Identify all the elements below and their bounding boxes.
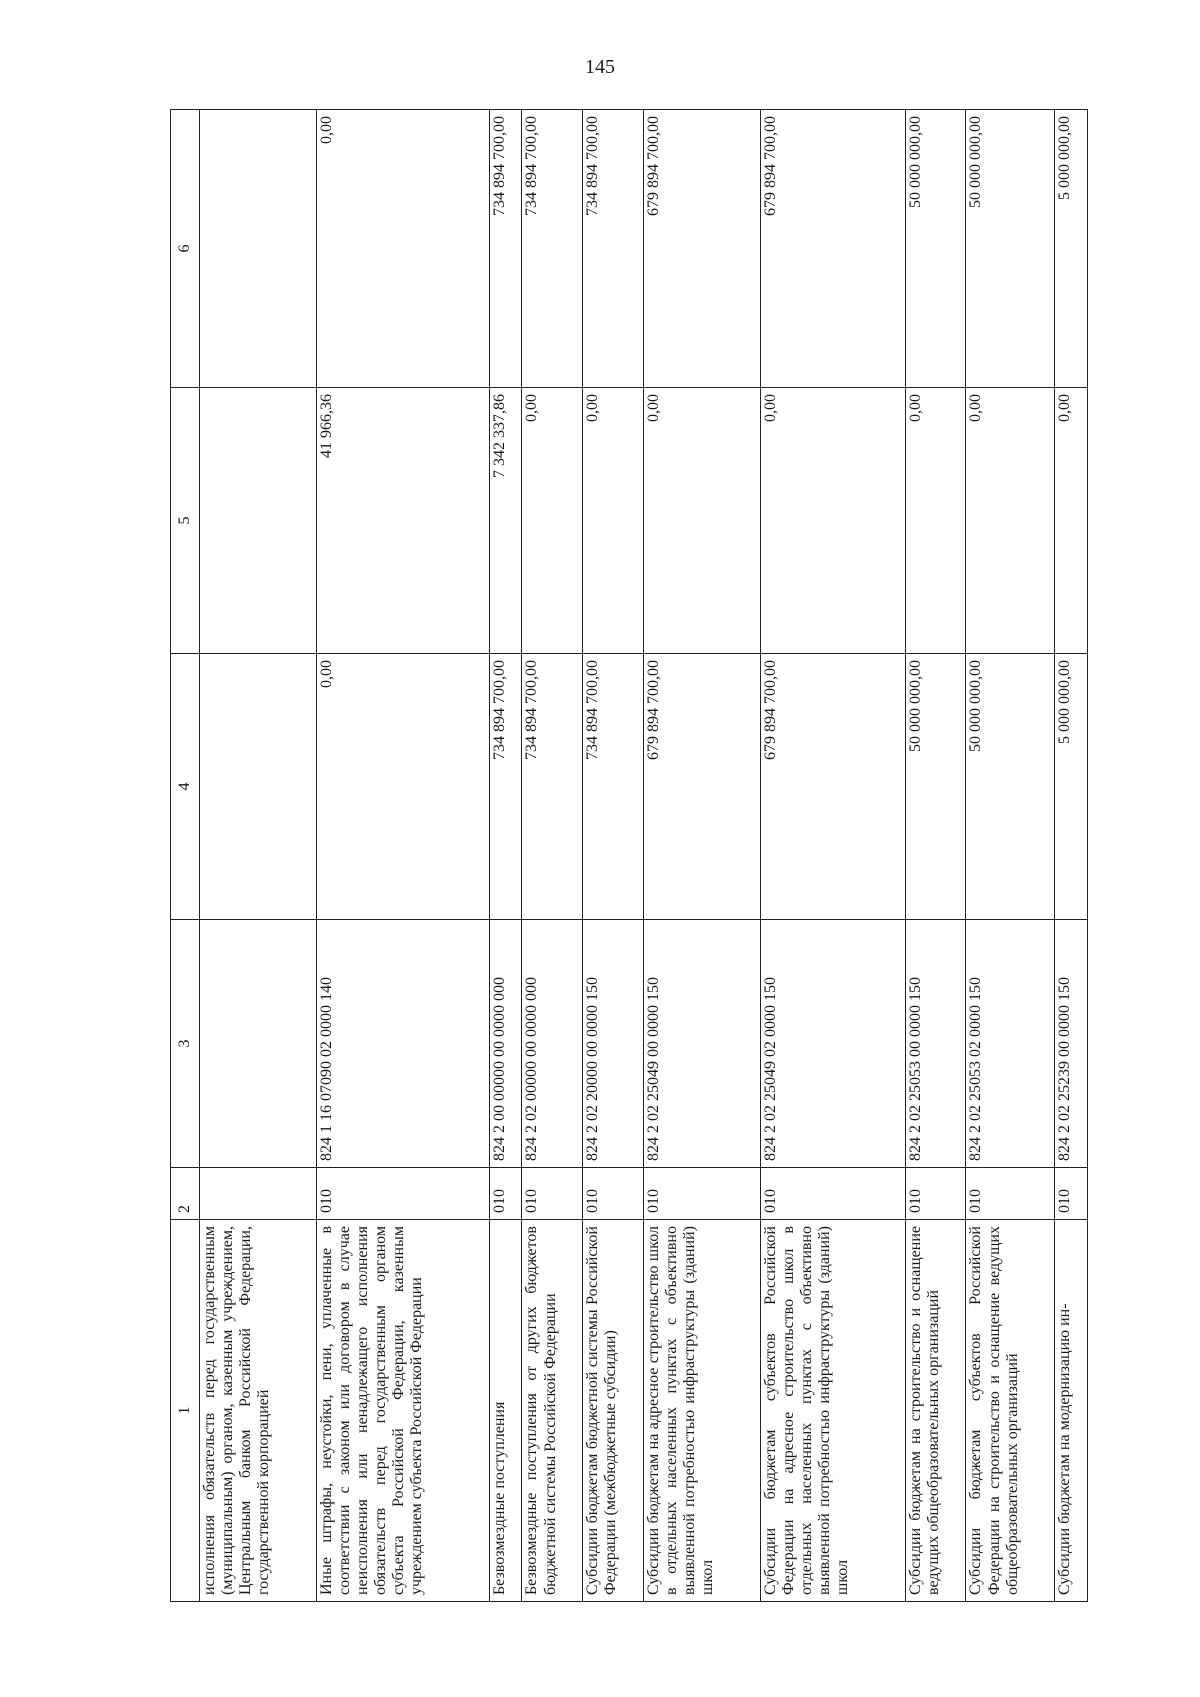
table-row [583, 110, 644, 1602]
column-header-3: 3 [171, 920, 200, 1168]
row-col4: 679 894 700,00 [643, 654, 760, 920]
column-header-1: 1 [171, 1220, 200, 1602]
column-header-5: 5 [171, 388, 200, 654]
row-col4: 50 000 000,00 [966, 654, 1055, 920]
rotated-table-wrapper [170, 110, 1088, 1602]
row-kbk: 824 2 02 00000 00 0000 000 [522, 920, 583, 1168]
table-row [643, 110, 760, 1602]
table-row [489, 110, 522, 1602]
table-row [905, 110, 966, 1602]
row-col4: 0,00 [316, 654, 489, 920]
table-row [522, 110, 583, 1602]
row-kbk: 824 2 00 00000 00 0000 000 [489, 920, 522, 1168]
row-col6: 50 000 000,00 [905, 110, 966, 388]
page-number: 145 [585, 56, 615, 78]
row-code: 010 [966, 1168, 1055, 1220]
row-kbk: 824 2 02 25053 02 0000 150 [966, 920, 1055, 1168]
row-col6 [200, 110, 317, 388]
row-col6: 679 894 700,00 [643, 110, 760, 388]
row-col5 [200, 388, 317, 654]
row-code: 010 [316, 1168, 489, 1220]
row-code [200, 1168, 317, 1220]
row-col6: 734 894 700,00 [522, 110, 583, 388]
table-row [1055, 110, 1088, 1602]
row-col6: 734 894 700,00 [489, 110, 522, 388]
row-code: 010 [760, 1168, 905, 1220]
row-name: Безвозмездные поступления от других бюджетов бюджетной системы Российской Федерации [522, 1220, 583, 1602]
row-col4: 734 894 700,00 [489, 654, 522, 920]
row-code: 010 [522, 1168, 583, 1220]
table-row [316, 110, 489, 1602]
row-col5: 0,00 [905, 388, 966, 654]
row-kbk: 824 2 02 20000 00 0000 150 [583, 920, 644, 1168]
row-name: Субсидии бюджетам субъектов Российской Федерации на адресное строительство школ в отдельных населенных пунктах с объективно выявленной потребностью инфраструктуры (зданий) школ [760, 1220, 905, 1602]
column-header-2: 2 [171, 1168, 200, 1220]
row-name: Субсидии бюджетам на адресное строительство школ в отдельных населенных пунктах с объективно выявленной потребностью инфраструктуры (зданий) школ [643, 1220, 760, 1602]
row-col4: 50 000 000,00 [905, 654, 966, 920]
row-col5: 0,00 [1055, 388, 1088, 654]
row-name: Субсидии бюджетам на строительство и оснащение ведущих общеобразовательных организаций [905, 1220, 966, 1602]
row-kbk: 824 2 02 25049 00 0000 150 [643, 920, 760, 1168]
row-name: Субсидии бюджетам субъектов Российской Федерации на строительство и оснащение ведущих общеобразовательных организаций [966, 1220, 1055, 1602]
table-row [966, 110, 1055, 1602]
row-col4 [200, 654, 317, 920]
row-col5: 0,00 [522, 388, 583, 654]
row-col5: 0,00 [583, 388, 644, 654]
row-col6: 679 894 700,00 [760, 110, 905, 388]
row-col5: 0,00 [643, 388, 760, 654]
row-col5: 0,00 [966, 388, 1055, 654]
row-name: Субсидии бюджетам на модернизацию ин- [1055, 1220, 1088, 1602]
row-col6: 0,00 [316, 110, 489, 388]
row-col5: 7 342 337,86 [489, 388, 522, 654]
row-name: Иные штрафы, неустойки, пени, уплаченные в соответствии с законом или договором в случае неисполнения или ненадлежащего исполнения обязательств перед государственным органом субъекта Российской Федерации, казенным учреждением субъекта Российской Федерации [316, 1220, 489, 1602]
header-row [171, 110, 200, 1602]
row-kbk: 824 2 02 25049 02 0000 150 [760, 920, 905, 1168]
row-kbk [200, 920, 317, 1168]
row-col6: 734 894 700,00 [583, 110, 644, 388]
row-code: 010 [643, 1168, 760, 1220]
row-col6: 5 000 000,00 [1055, 110, 1088, 388]
row-col4: 679 894 700,00 [760, 654, 905, 920]
row-code: 010 [489, 1168, 522, 1220]
row-col4: 734 894 700,00 [522, 654, 583, 920]
row-name: Субсидии бюджетам бюджетной системы Российской Федерации (межбюджетные субсидии) [583, 1220, 644, 1602]
revenue-table [170, 109, 1088, 1602]
row-code: 010 [583, 1168, 644, 1220]
row-name: Безвозмездные поступления [489, 1220, 522, 1602]
column-header-4: 4 [171, 654, 200, 920]
table-row [760, 110, 905, 1602]
row-col5: 41 966,36 [316, 388, 489, 654]
row-name: исполнения обязательств перед государственным (муниципальным) органом, казенным учреждением, Центральным банком Российской Федерации, государственной корпорацией [200, 1220, 317, 1602]
table-row [200, 110, 317, 1602]
row-kbk: 824 1 16 07090 02 0000 140 [316, 920, 489, 1168]
row-kbk: 824 2 02 25239 00 0000 150 [1055, 920, 1088, 1168]
row-col5: 0,00 [760, 388, 905, 654]
column-header-6: 6 [171, 110, 200, 388]
row-col4: 5 000 000,00 [1055, 654, 1088, 920]
row-col6: 50 000 000,00 [966, 110, 1055, 388]
row-kbk: 824 2 02 25053 00 0000 150 [905, 920, 966, 1168]
row-col4: 734 894 700,00 [583, 654, 644, 920]
row-code: 010 [905, 1168, 966, 1220]
row-code: 010 [1055, 1168, 1088, 1220]
